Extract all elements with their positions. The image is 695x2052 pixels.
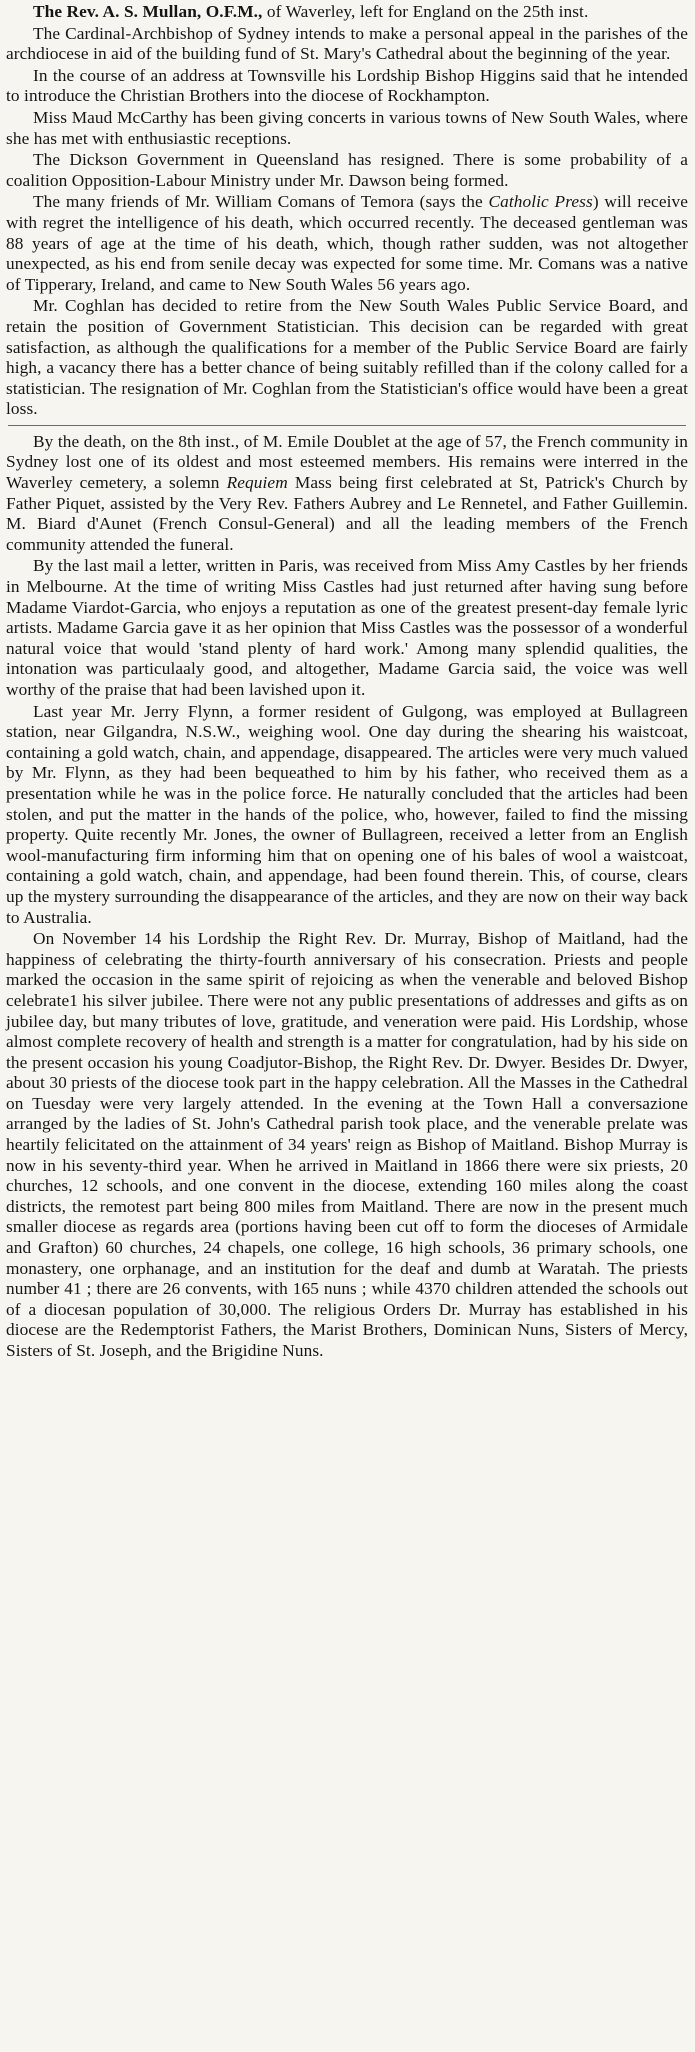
- italic-word: Requiem: [226, 473, 288, 493]
- paragraph-amy-castles: By the last mail a letter, written in Paris, was received from Miss Amy Castles by her friends in Melbourne. At the time of writing Miss Castles had just returned after having sung before Madame Viardot-Garcia, who enjoys a reputation as one of the greatest present-day female lyric artists. Madame Garcia gave it as her opinion that Miss Castles was the possessor of a wonderful natural voice that would 'stand plenty of hard work.' Among many splendid qualities, the intonation was particulaaly good, and altogether, Madame Garcia said, the voice was well worthy of the praise that had been lavished upon it.: [6, 556, 688, 699]
- paragraph-jerry-flynn: Last year Mr. Jerry Flynn, a former resident of Gulgong, was employed at Bullagreen station, near Gilgandra, N.S.W., weighing wool. One day during the shearing his waistcoat, containing a gold watch, chain, and appendage, disappeared. The articles were very much valued by Mr. Flynn, as they had been bequeathed to him by his father, who received them as a presentation while he was in the police force. He naturally concluded that the articles had been stolen, and put the matter in the hands of the police, who, however, failed to find the missing property. Quite recently Mr. Jones, the owner of Bullagreen, received a letter from an English wool-manufacturing firm informing him that on opening one of his bales of wool a waistcoat, containing a gold watch, chain, and appendage, had been found therein. This, of course, clears up the mystery surrounding the disappearance of the articles, and they are now on their way back to Australia.: [6, 701, 688, 927]
- paragraph-coghlan: Mr. Coghlan has decided to retire from the New South Wales Public Service Board, and retain the position of Government Statistician. This decision can be regarded with great satisfaction, as although the qualifications for a member of the Public Service Board are fairly high, a vacancy there has a better chance of being suitably refilled than if the colony called for a statistician. The resignation of Mr. Coghlan from the Statistician's office would have been a great loss.: [6, 296, 688, 419]
- paragraph-cardinal-appeal: The Cardinal-Archbishop of Sydney intends to make a personal appeal in the parishes of the archdiocese in aid of the building fund of St. Mary's Cathedral about the beginning of the year.: [6, 23, 688, 64]
- section-divider: [8, 425, 686, 426]
- paragraph-mullan: [6, 2, 688, 23]
- lead-name: The Rev. A. S. Mullan, O.F.M.,: [33, 2, 263, 21]
- paragraph-dickson-government: The Dickson Government in Queensland has resigned. There is some probability of a coalition Opposition-Labour Ministry under Mr. Dawson being formed.: [6, 150, 688, 190]
- paragraph-maud-mccarthy: Miss Maud McCarthy has been giving concerts in various towns of New South Wales, where she has met with enthusiastic receptions.: [6, 107, 688, 148]
- paragraph-bishop-murray: On November 14 his Lordship the Right Rev. Dr. Murray, Bishop of Maitland, had the happiness of celebrating the thirty-fourth anniversary of his consecration. Priests and people marked the occasion in the same spirit of rejoicing as when the venerable and beloved Bishop celebrate1 his silver jubilee. There were not any public presentations of addresses and gifts as on jubilee day, but many tributes of love, gratitude, and veneration were paid. His Lordship, whose almost complete recovery of health and strength is a matter for congratulation, had by his side on the present occasion his young Coadjutor-Bishop, the Right Rev. Dr. Dwyer. Besides Dr. Dwyer, about 30 priests of the diocese took part in the happy celebration. All the Masses in the Cathedral on Tuesday were very largely attended. In the evening at the Town Hall a conversazione arranged by the ladies of St. John's Cathedral parish took place, and the venerable prelate was heartily felicitated on the attainment of 34 years' reign as Bishop of Maitland. Bishop Murray is now in his seventy-third year. When he arrived in Maitland in 1866 there were six priests, 20 churches, 12 schools, and one convent in the diocese, extending 160 miles along the coast districts, the remotest part being 800 miles from Maitland. There are now in the present much smaller diocese as regards area (portions having been cut off to form the dioceses of Armidale and Grafton) 60 churches, 24 chapels, one college, 16 high schools, 36 primary schools, one monastery, one orphanage, and an institution for the deaf and dumb at Waratah. The priests number 41 ; there are 26 convents, with 165 nuns ; while 4370 children attended the schools out of a diocesan population of 30,000. The religious Orders Dr. Murray has established in his diocese are the Redemptorist Fathers, the Marist Brothers, Dominican Nuns, Sisters of Mercy, Sisters of St. Joseph, and the Brigidine Nuns.: [6, 929, 688, 1360]
- paragraph-bishop-higgins: In the course of an address at Townsville his Lordship Bishop Higgins said that he intended to introduce the Christian Brothers into the diocese of Rockhampton.: [6, 65, 688, 106]
- paragraph-text: By the death, on the 8th inst., of M. Emile Doublet at the age of 57, the French community in Sydney lost one of its oldest and most esteemed members. His remains were interred in the Waverley cemetery, a solemn: [6, 431, 688, 493]
- paragraph-text: ) will receive with regret the intelligence of his death, which occurred recently. The deceased gentleman was 88 years of age at the time of his death, which, though rather sudden, was not altogether unexpected, as his end from senile decay was expected for some time. Mr. Comans was a native of Tipperary, Ireland, and came to New South Wales 56 years ago.: [6, 192, 689, 294]
- paragraph-text: of Waverley, left for England on the 25th inst.: [262, 2, 589, 21]
- paragraph-text: Mass being first celebrated at St, Patrick's Church by Father Piquet, assisted by the Very Rev. Fathers Aubrey and Le Rennetel, and Father Guillemin. M. Biard d'Aunet (French Consul-General) and all the leading members of the French community attended the funeral.: [6, 473, 688, 554]
- paragraph-text: The many friends of Mr. William Comans of Temora (says the: [33, 192, 489, 212]
- paragraph-emile-doublet: [6, 432, 688, 556]
- paragraph-william-comans: [6, 192, 688, 295]
- publication-name: Catholic Press: [488, 192, 593, 212]
